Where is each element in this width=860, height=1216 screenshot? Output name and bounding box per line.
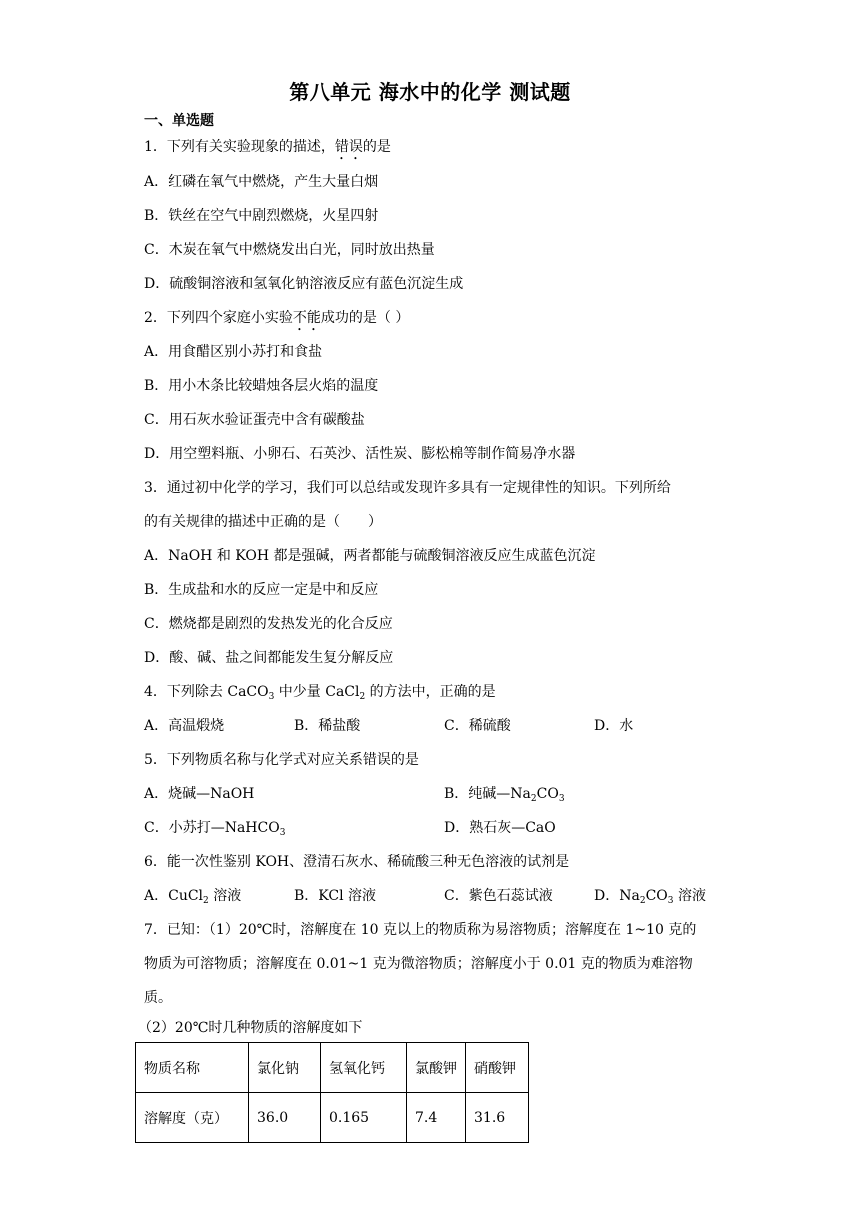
question-5-stem: 5．下列物质名称与化学式对应关系错误的是 bbox=[144, 752, 419, 768]
question-5-option-a: A．烧碱—NaOH bbox=[144, 786, 255, 802]
question-3-option-c: C．燃烧都是剧烈的发热发光的化合反应 bbox=[144, 616, 393, 632]
question-6-option-b: B．KCl 溶液 bbox=[294, 888, 377, 904]
question-6-option-c: C．紫色石蕊试液 bbox=[444, 888, 553, 904]
question-4-option-a: A．高温煅烧 bbox=[144, 718, 225, 734]
question-1-option-c: C．木炭在氧气中燃烧发出白光，同时放出热量 bbox=[144, 242, 435, 258]
table-cell: 氯化钠 bbox=[249, 1043, 321, 1093]
table-cell: 氢氧化钙 bbox=[321, 1043, 407, 1093]
question-1-text-b: 的是 bbox=[362, 139, 391, 155]
question-6-option-d bbox=[594, 886, 706, 906]
question-6-option-d-text-b: CO bbox=[645, 888, 668, 904]
question-6-option-a-text-b: 溶液 bbox=[208, 888, 242, 904]
table-cell: 溶解度（克） bbox=[136, 1093, 249, 1143]
question-1-option-a: A．红磷在氧气中燃烧，产生大量白烟 bbox=[144, 174, 379, 190]
question-3-stem-line-2: 的有关规律的描述中正确的是（ ） bbox=[144, 514, 382, 530]
question-4-option-b: B．稀盐酸 bbox=[294, 718, 361, 734]
question-2-option-a: A．用食醋区别小苏打和食盐 bbox=[144, 344, 323, 360]
question-5-option-c-text: C．小苏打—NaHCO bbox=[144, 820, 280, 836]
question-7-line-1: 7．已知：（1）20℃时，溶解度在 10 克以上的物质称为易溶物质；溶解度在 1~10 克的 bbox=[144, 922, 697, 938]
question-1-stem bbox=[144, 137, 391, 163]
section-heading: 一、单选题 bbox=[144, 113, 214, 129]
table-header-row bbox=[136, 1043, 529, 1093]
table-cell: 物质名称 bbox=[136, 1043, 249, 1093]
table-cell: 7.4 bbox=[407, 1093, 466, 1143]
question-2-text-b: 成功的是（ ） bbox=[320, 310, 410, 326]
question-1-option-b: B．铁丝在空气中剧烈燃烧，火星四射 bbox=[144, 208, 379, 224]
question-2-stem bbox=[144, 308, 409, 334]
question-6-option-a-text-a: A．CuCl bbox=[144, 888, 204, 904]
table-cell: 氯酸钾 bbox=[407, 1043, 466, 1093]
question-3-option-d: D．酸、碱、盐之间都能发生复分解反应 bbox=[144, 650, 394, 666]
question-6-option-d-text-c: 溶液 bbox=[673, 888, 706, 904]
question-6-stem: 6．能一次性鉴别 KOH、澄清石灰水、稀硫酸三种无色溶液的试剂是 bbox=[144, 854, 570, 870]
page-title: 第八单元 海水中的化学 测试题 bbox=[289, 80, 571, 104]
question-4-text-b: 中少量 CaCl bbox=[274, 684, 360, 700]
question-7-line-3: 质。 bbox=[144, 990, 172, 1006]
question-6-option-d-sub-1: 2 bbox=[639, 896, 646, 906]
question-4-text-c: 的方法中，正确的是 bbox=[365, 684, 496, 700]
question-7-line-2: 物质为可溶物质；溶解度在 0.01~1 克为微溶物质；溶解度小于 0.01 克的物质为难溶物 bbox=[144, 956, 693, 972]
question-5-option-b-sub-2: 3 bbox=[558, 794, 565, 804]
question-1-option-d: D．硫酸铜溶液和氢氧化钠溶液反应有蓝色沉淀生成 bbox=[144, 276, 464, 292]
question-1-text-a: 1．下列有关实验现象的描述， bbox=[144, 139, 335, 155]
question-4-sub-1: 3 bbox=[268, 692, 275, 702]
question-4-text-a: 4．下列除去 CaCO bbox=[144, 684, 269, 700]
question-2-option-d: D．用空塑料瓶、小卵石、石英沙、活性炭、膨松棉等制作简易净水器 bbox=[144, 446, 576, 462]
question-5-option-d: D．熟石灰—CaO bbox=[444, 820, 556, 836]
question-2-option-c: C．用石灰水验证蛋壳中含有碳酸盐 bbox=[144, 412, 365, 428]
question-7-line-4: （2）20℃时几种物质的溶解度如下 bbox=[138, 1020, 363, 1036]
question-6-option-d-text-a: D．Na bbox=[594, 888, 640, 904]
table-cell: 36.0 bbox=[249, 1093, 321, 1143]
question-1-emphasis: 错误 bbox=[334, 139, 363, 155]
question-2-text-a: 2．下列四个家庭小实验 bbox=[144, 310, 293, 326]
question-5-option-b bbox=[444, 784, 565, 804]
question-3-option-a: A．NaOH 和 KOH 都是强碱，两者都能与硫酸铜溶液反应生成蓝色沉淀 bbox=[144, 548, 596, 564]
question-4-option-c: C．稀硫酸 bbox=[444, 718, 511, 734]
question-4-sub-2: 2 bbox=[359, 692, 366, 702]
solubility-table bbox=[135, 1042, 529, 1143]
question-5-option-b-text-a: B．纯碱—Na bbox=[444, 786, 531, 802]
question-6-option-a-sub: 2 bbox=[203, 896, 209, 906]
question-5-option-c-sub: 3 bbox=[279, 828, 286, 838]
question-5-option-c bbox=[144, 818, 285, 838]
question-5-option-b-sub-1: 2 bbox=[530, 794, 537, 804]
question-2-option-b: B．用小木条比较蜡烛各层火焰的温度 bbox=[144, 378, 379, 394]
question-2-emphasis: 不能 bbox=[292, 310, 321, 326]
question-4-stem bbox=[144, 682, 496, 702]
table-cell: 0.165 bbox=[321, 1093, 407, 1143]
question-6-option-d-sub-2: 3 bbox=[667, 896, 674, 906]
table-row bbox=[136, 1093, 529, 1143]
question-5-option-b-text-b: CO bbox=[536, 786, 559, 802]
question-4-option-d: D．水 bbox=[594, 718, 634, 734]
table-cell: 硝酸钾 bbox=[466, 1043, 529, 1093]
question-6-option-a bbox=[144, 886, 241, 906]
table-cell: 31.6 bbox=[466, 1093, 529, 1143]
question-3-stem-line-1: 3．通过初中化学的学习，我们可以总结或发现许多具有一定规律性的知识。下列所给 bbox=[144, 480, 671, 496]
question-3-option-b: B．生成盐和水的反应一定是中和反应 bbox=[144, 582, 379, 598]
